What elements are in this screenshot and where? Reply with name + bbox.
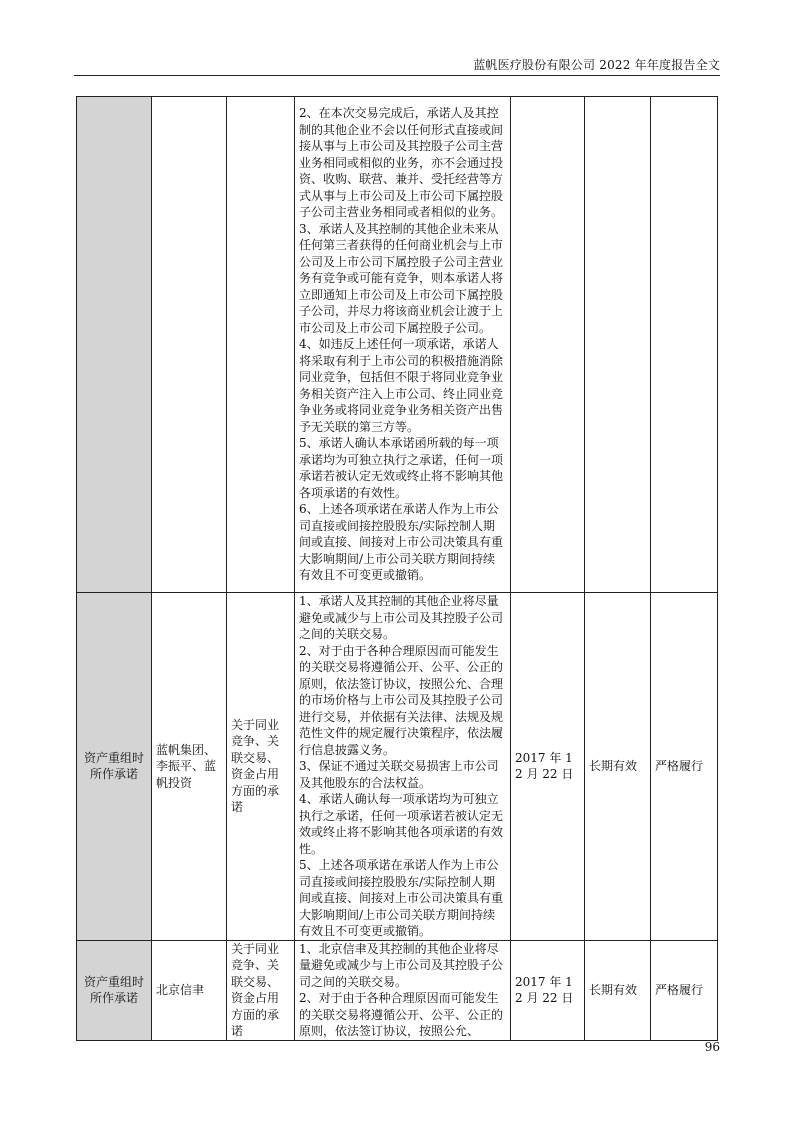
type-cell: [227, 97, 295, 593]
type-cell: 关于同业竞争、关联交易、资金占用方面的承诺: [227, 940, 295, 1040]
header-divider: [74, 75, 720, 76]
party-cell: 北京信聿: [152, 940, 227, 1040]
party-cell: [152, 97, 227, 593]
party-cell: 蓝帆集团、李振平、蓝帆投资: [152, 593, 227, 941]
page-number: 96: [704, 1040, 720, 1054]
status-cell: [651, 97, 718, 593]
content-cell: [295, 593, 511, 941]
category-cell: 资产重组时所作承诺: [77, 593, 152, 941]
status-cell: 严格履行: [651, 940, 718, 1040]
table-row: [77, 97, 718, 593]
term-cell: 长期有效: [585, 940, 651, 1040]
table-row: [77, 593, 718, 941]
category-cell: [77, 97, 152, 593]
category-cell: 资产重组时所作承诺: [77, 940, 152, 1040]
commitments-table: [76, 96, 718, 1041]
date-cell: 2017 年 12 月 22 日: [511, 593, 585, 941]
date-cell: [511, 97, 585, 593]
content-text: 1、北京信聿及其控制的其他企业将尽量避免或减少与上市公司及其控股子公司之间的关联交易。 2、对于由于各种合理原因而可能发生的关联交易将遵循公开、公平、公正的原则，依法签订协议，按照公允、: [299, 941, 504, 1038]
type-cell: 关于同业竞争、关联交易、资金占用方面的承诺: [227, 593, 295, 941]
content-cell: [295, 97, 511, 593]
table-row: [77, 940, 718, 1040]
content-text: 1、承诺人及其控制的其他企业将尽量避免或减少与上市公司及其控股子公司之间的关联交易。 2、对于由于各种合理原因而可能发生的关联交易将遵循公开、公平、公正的原则，依法签订协议，按照公允、合理的市场价格与上市公司及其控股子公司进行交易，并依据有关法律、法规及规范性文件的规定履行决策程序，依法履行信息披露义务。 3、保证不通过关联交易损害上市公司及其他股东的合法权益。 4、承诺人确认每一项承诺均为可独立执行之承诺，任何一项承诺若被认定无效或终止将不影响其他各项承诺的有效性。 5、上述各项承诺在承诺人作为上市公司直接或间接控股股东/实际控制人期间或直接、间接对上市公司决策具有重大影响期间/上市公司关联方期间持续有效且不可变更或撤销。: [299, 594, 504, 938]
report-header-title: 蓝帆医疗股份有限公司 2022 年年度报告全文: [473, 58, 720, 72]
content-text: 2、在本次交易完成后，承诺人及其控制的其他企业不会以任何形式直接或间接从事与上市公司及其控股子公司主营业务相同或相似的业务，亦不会通过投资、收购、联营、兼并、受托经营等方式从事与上市公司及上市公司下属控股子公司主营业务相同或者相似的业务。 3、承诺人及其控制的其他企业未来从任何第三者获得的任何商业机会与上市公司及上市公司下属控股子公司主营业务有竞争或可能有竞争，则本承诺人将立即通知上市公司及上市公司下属控股子公司，并尽力将该商业机会让渡于上市公司及上市公司下属控股子公司。 4、如违反上述任何一项承诺，承诺人将采取有利于上市公司的积极措施消除同业竞争，包括但不限于将同业竞争业务相关资产注入上市公司、终止同业竞争业务或将同业竞争业务相关资产出售予无关联的第三方等。 5、承诺人确认本承诺函所载的每一项承诺均为可独立执行之承诺，任何一项承诺若被认定无效或终止将不影响其他各项承诺的有效性。 6、上述各项承诺在承诺人作为上市公司直接或间接控股股东/实际控制人期间或直接、间接对上市公司决策具有重大影响期间/上市公司关联方期间持续有效且不可变更或撤销。: [299, 106, 504, 583]
content-cell: [295, 940, 511, 1040]
status-cell: 严格履行: [651, 593, 718, 941]
term-cell: [585, 97, 651, 593]
date-cell: 2017 年 12 月 22 日: [511, 940, 585, 1040]
term-cell: 长期有效: [585, 593, 651, 941]
